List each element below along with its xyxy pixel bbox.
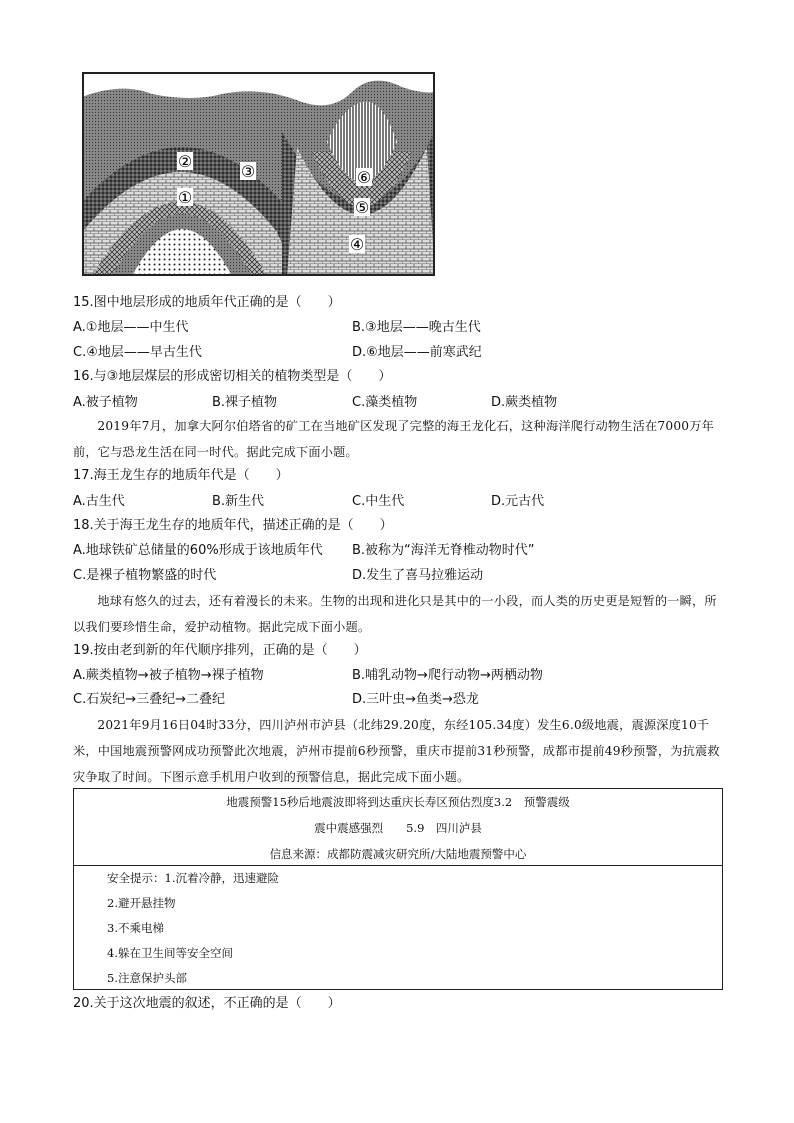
alert-safety-tips	[74, 866, 722, 991]
q19-option-a: A.蕨类植物→被子植物→裸子植物	[73, 668, 264, 683]
q16-option-b: B.裸子植物	[212, 395, 278, 410]
q19-option-d: D.三叶虫→鱼类→恐龙	[352, 692, 479, 707]
q15-option-a: A.①地层——中生代	[73, 320, 189, 335]
layer-label-6: ⑥	[356, 168, 372, 187]
passage-earth-history: 地球有悠久的过去，还有着漫长的未来。生物的出现和进化只是其中的一小段，而人类的历史更是短暂的一瞬，所以我们要珍惜生命，爱护动植物。据此完成下面小题。	[73, 594, 717, 634]
q19-option-b: B.哺乳动物→爬行动物→两栖动物	[352, 668, 543, 683]
geologic-cross-section-figure	[82, 72, 435, 276]
question-15-stem: 15.图中地层形成的地质年代正确的是（ ）	[73, 295, 341, 310]
q16-option-c: C.藻类植物	[352, 395, 418, 410]
layer-label-3: ③	[240, 162, 256, 181]
safety-tip-5: 5.注意保护头部	[107, 971, 187, 985]
question-17-stem: 17.海王龙生存的地质年代是（ ）	[73, 468, 289, 483]
safety-tip-4: 4.躲在卫生间等安全空间	[107, 946, 233, 960]
q18-option-d: D.发生了喜马拉雅运动	[352, 568, 484, 583]
safety-tip-3: 3.不乘电梯	[107, 921, 164, 935]
safety-tip-1: 安全提示：1.沉着冷静，迅速避险	[107, 871, 279, 885]
layer-label-5: ⑤	[354, 198, 370, 217]
q18-option-b: B.被称为“海洋无脊椎动物时代”	[352, 543, 535, 558]
question-18-stem: 18.关于海王龙生存的地质年代，描述正确的是（ ）	[73, 518, 393, 533]
q18-option-a: A.地球铁矿总储量的60%形成于该地质年代	[73, 543, 323, 558]
passage-earthquake: 2021年9月16日04时33分，四川泸州市泸县（北纬29.20度，东经105.34度）发生6.0级地震，震源深度10千米，中国地震预警网成功预警此次地震，泸州市提前6秒预警，重庆市提前31秒预警，成都市提前49秒预警，为抗震救灾争取了时间。下图示意手机用户收到的预警信息，据此完成下面小题。	[73, 718, 720, 784]
alert-line-2: 震中震感强烈 5.9 四川泸县	[314, 821, 482, 835]
question-19-stem: 19.按由老到新的年代顺序排列，正确的是（ ）	[73, 643, 367, 658]
q17-option-b: B.新生代	[212, 494, 265, 509]
q17-option-c: C.中生代	[352, 494, 405, 509]
earthquake-alert-box	[73, 788, 723, 990]
q15-option-c: C.④地层——早古生代	[73, 345, 202, 360]
q19-option-c: C.石炭纪→三叠纪→二叠纪	[73, 692, 225, 707]
layer-label-4: ④	[349, 235, 365, 254]
q18-option-c: C.是裸子植物繁盛的时代	[73, 568, 217, 583]
alert-header	[74, 789, 722, 866]
q17-option-a: A.古生代	[73, 494, 125, 509]
q15-option-b: B.③地层——晚古生代	[352, 320, 481, 335]
alert-line-1: 地震预警15秒后地震波即将到达重庆长寿区预估烈度3.2 预警震级	[226, 795, 570, 809]
q17-option-d: D.元古代	[491, 494, 545, 509]
passage-ichthyosaur: 2019年7月，加拿大阿尔伯塔省的矿工在当地矿区发现了完整的海王龙化石，这种海洋爬行动物生活在7000万年前，它与恐龙生活在同一时代。据此完成下面小题。	[73, 419, 715, 459]
safety-tip-2: 2.避开悬挂物	[107, 896, 176, 910]
q16-option-a: A.被子植物	[73, 395, 138, 410]
question-20-stem: 20.关于这次地震的叙述，不正确的是（ ）	[73, 996, 341, 1011]
layer-label-1: ①	[177, 188, 193, 207]
question-16-stem: 16.与③地层煤层的形成密切相关的植物类型是（ ）	[73, 369, 392, 384]
q15-option-d: D.⑥地层——前寒武纪	[352, 345, 482, 360]
layer-label-2: ②	[177, 152, 193, 171]
q16-option-d: D.蕨类植物	[491, 395, 558, 410]
alert-line-3: 信息来源：成都防震减灾研究所/大陆地震预警中心	[269, 847, 527, 861]
